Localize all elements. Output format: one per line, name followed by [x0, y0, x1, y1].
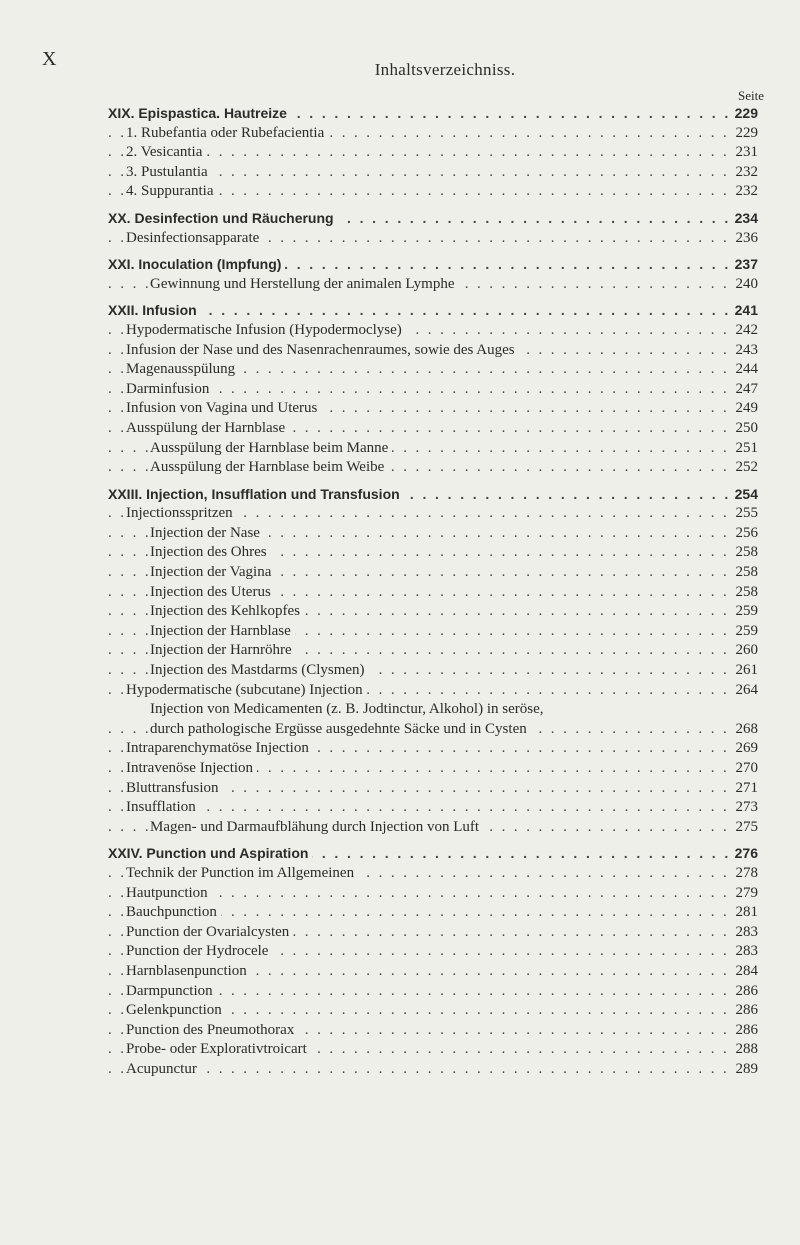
toc-entry-page: 260: [732, 641, 759, 661]
toc-entry: [108, 524, 758, 544]
toc-entry-title: XX. Desinfection und Räucherung: [108, 210, 338, 226]
toc-entry-page: 276: [731, 844, 758, 864]
toc-entry-title: Injection der Harnröhre: [150, 642, 296, 658]
toc-entry: [108, 923, 758, 943]
toc-entry: [108, 504, 758, 524]
toc-entry-page: 273: [732, 798, 759, 818]
toc-entry-title: Injectionsspritzen: [126, 505, 237, 521]
toc-section-heading: [108, 255, 758, 275]
toc-entry-page: 258: [732, 563, 759, 583]
toc-entry: [108, 563, 758, 583]
toc-entry-page: 269: [732, 739, 759, 759]
toc-entry: [108, 720, 758, 740]
toc-entry-title: Gelenkpunction: [126, 1002, 226, 1018]
toc-entry: [108, 602, 758, 622]
toc-entry-title: Darminfusion: [126, 381, 213, 397]
toc-entry-title: Acupunctur: [126, 1061, 201, 1077]
toc-entry-title: Desinfectionsapparate: [126, 230, 263, 246]
toc-entry-page: 279: [732, 884, 759, 904]
toc-entry-page: 288: [732, 1040, 759, 1060]
toc-entry: [108, 124, 758, 144]
toc-entry: [108, 1060, 758, 1080]
toc-entry: [108, 798, 758, 818]
toc-entry-title: Hautpunction: [126, 885, 212, 901]
toc-entry-page: 252: [732, 458, 759, 478]
toc-entry-title: XXIII. Injection, Insufflation und Transfusion: [108, 486, 404, 502]
toc-entry-page: 232: [732, 182, 759, 202]
toc-entry-title: durch pathologische Ergüsse ausgedehnte Säcke und in Cysten: [150, 721, 531, 737]
toc-entry-title: Technik der Punction im Allgemeinen: [126, 865, 358, 881]
toc-entry-title: 3. Pustulantia: [126, 164, 212, 180]
toc-section-heading: [108, 209, 758, 229]
toc-entry-page: 255: [732, 504, 759, 524]
toc-entry-page: 256: [732, 524, 759, 544]
toc-entry: [108, 275, 758, 295]
toc-entry-title: Injection der Vagina: [150, 564, 275, 580]
toc-entry-title: Magenausspülung: [126, 361, 239, 377]
toc-entry: [108, 321, 758, 341]
toc-entry: [108, 1040, 758, 1060]
toc-entry: [108, 458, 758, 478]
toc-entry-title: Ausspülung der Harnblase beim Weibe: [150, 459, 388, 475]
toc-entry: [108, 982, 758, 1002]
toc-entry-title: Ausspülung der Harnblase beim Manne: [150, 440, 392, 456]
toc-entry-page: 247: [732, 380, 759, 400]
toc-entry-title: Injection des Uterus: [150, 584, 275, 600]
toc-entry-title: XXIV. Punction und Aspiration: [108, 845, 312, 861]
toc-entry: [108, 1021, 758, 1041]
toc-entry-page: 259: [732, 602, 759, 622]
toc-entry-title: Punction der Ovarialcysten: [126, 924, 293, 940]
toc-entry-page: 234: [731, 209, 758, 229]
toc-entry: [108, 182, 758, 202]
toc-entry: [108, 942, 758, 962]
toc-entry: [108, 622, 758, 642]
toc-entry-page: 229: [731, 104, 758, 124]
toc-entry-page: 240: [732, 275, 759, 295]
toc-entry-page: 275: [732, 818, 759, 838]
toc-entry-title: Bluttransfusion: [126, 780, 223, 796]
toc-entry-page: 244: [732, 360, 759, 380]
toc-entry-title: Injection des Ohres: [150, 544, 271, 560]
toc-entry: [108, 739, 758, 759]
toc-entry-title: Injection von Medicamenten (z. B. Jodtinctur, Alkohol) in seröse,: [150, 701, 547, 717]
toc-entry-page: 259: [732, 622, 759, 642]
toc-entry-page: 237: [731, 255, 758, 275]
toc-entry-page: 258: [732, 543, 759, 563]
toc-entry-title: XXI. Inoculation (Impfung): [108, 256, 285, 272]
toc-entry-title: Magen- und Darmaufblähung durch Injection von Luft: [150, 819, 483, 835]
toc-entry-page: 251: [732, 439, 759, 459]
toc-entry-title: Darmpunction: [126, 983, 217, 999]
toc-entry-title: Injection der Harnblase: [150, 623, 295, 639]
toc-entry: [108, 641, 758, 661]
toc-entry-title: XXII. Infusion: [108, 302, 201, 318]
toc-entry: [108, 399, 758, 419]
toc-entry-title: Injection des Mastdarms (Clysmen): [150, 662, 369, 678]
toc-entry-page: 250: [732, 419, 759, 439]
toc-entry: [108, 439, 758, 459]
toc-entry-title: Intravenöse Injection: [126, 760, 257, 776]
toc-section-heading: [108, 104, 758, 124]
toc-entry-page: 270: [732, 759, 759, 779]
toc-entry-title: Infusion der Nase und des Nasenrachenraumes, sowie des Auges: [126, 342, 519, 358]
page-column-label: Seite: [738, 88, 764, 103]
toc-entry-page: 278: [732, 864, 759, 884]
toc-entry-page: 241: [731, 301, 758, 321]
toc-entry-page: 232: [732, 163, 759, 183]
toc-entry-page: 283: [732, 923, 759, 943]
toc-entry: [108, 759, 758, 779]
toc-entry-title: 2. Vesicantia: [126, 144, 206, 160]
toc-section-heading: [108, 844, 758, 864]
toc-entry-page: 236: [732, 229, 759, 249]
toc-entry: [108, 962, 758, 982]
toc-entry-page: 231: [732, 143, 759, 163]
toc-entry-title: Gewinnung und Herstellung der animalen Lymphe: [150, 276, 459, 292]
toc-entry: [108, 700, 758, 720]
toc-entry-title: 1. Rubefantia oder Rubefacientia: [126, 125, 328, 141]
toc-entry: [108, 903, 758, 923]
toc-entry-page: 229: [732, 124, 759, 144]
toc-entry-title: Bauchpunction: [126, 904, 221, 920]
toc-entry-page: 283: [732, 942, 759, 962]
toc-entry-page: 281: [732, 903, 759, 923]
toc-entry: [108, 583, 758, 603]
toc-entry-title: Intraparenchymatöse Injection: [126, 740, 313, 756]
toc-entry: [108, 884, 758, 904]
table-of-contents: [108, 104, 758, 1080]
toc-entry: [108, 1001, 758, 1021]
toc-entry-page: 284: [732, 962, 759, 982]
toc-section-heading: [108, 485, 758, 505]
running-title: Inhaltsverzeichniss.: [374, 60, 516, 79]
page-number: X: [42, 48, 57, 70]
toc-entry-title: 4. Suppurantia: [126, 183, 218, 199]
toc-entry-page: 271: [732, 779, 759, 799]
toc-entry-title: Punction des Pneumothorax: [126, 1022, 298, 1038]
toc-entry: [108, 661, 758, 681]
toc-entry-page: 261: [732, 661, 759, 681]
toc-entry-page: 264: [732, 681, 759, 701]
toc-entry-page: 286: [732, 1001, 759, 1021]
toc-entry-title: Ausspülung der Harnblase: [126, 420, 289, 436]
toc-entry-title: Punction der Hydrocele: [126, 943, 272, 959]
toc-entry-title: Infusion von Vagina und Uterus: [126, 400, 321, 416]
toc-entry-title: Injection des Kehlkopfes: [150, 603, 304, 619]
toc-entry-title: Injection der Nase: [150, 525, 264, 541]
toc-entry-page: 258: [732, 583, 759, 603]
toc-entry-page: 289: [732, 1060, 759, 1080]
toc-entry-page: 286: [732, 982, 759, 1002]
toc-entry: [108, 818, 758, 838]
toc-entry: [108, 681, 758, 701]
toc-entry-title: Harnblasenpunction: [126, 963, 251, 979]
toc-entry-title: Hypodermatische Infusion (Hypodermoclyse): [126, 322, 406, 338]
toc-entry: [108, 163, 758, 183]
toc-entry: [108, 419, 758, 439]
toc-entry: [108, 380, 758, 400]
toc-entry-page: 249: [732, 399, 759, 419]
toc-entry-page: 268: [732, 720, 759, 740]
toc-entry-title: Probe- oder Explorativtroicart: [126, 1041, 311, 1057]
toc-entry: [108, 341, 758, 361]
toc-entry-title: Hypodermatische (subcutane) Injection: [126, 682, 367, 698]
toc-entry: [108, 143, 758, 163]
toc-entry: [108, 229, 758, 249]
toc-entry-page: 254: [731, 485, 758, 505]
toc-entry-title: Insufflation: [126, 799, 200, 815]
toc-entry-title: XIX. Epispastica. Hautreize: [108, 105, 291, 121]
toc-entry-page: 243: [732, 341, 759, 361]
toc-section-heading: [108, 301, 758, 321]
toc-entry-page: 242: [732, 321, 759, 341]
toc-entry: [108, 779, 758, 799]
toc-entry: [108, 543, 758, 563]
toc-entry: [108, 360, 758, 380]
toc-entry-page: 286: [732, 1021, 759, 1041]
toc-entry: [108, 864, 758, 884]
